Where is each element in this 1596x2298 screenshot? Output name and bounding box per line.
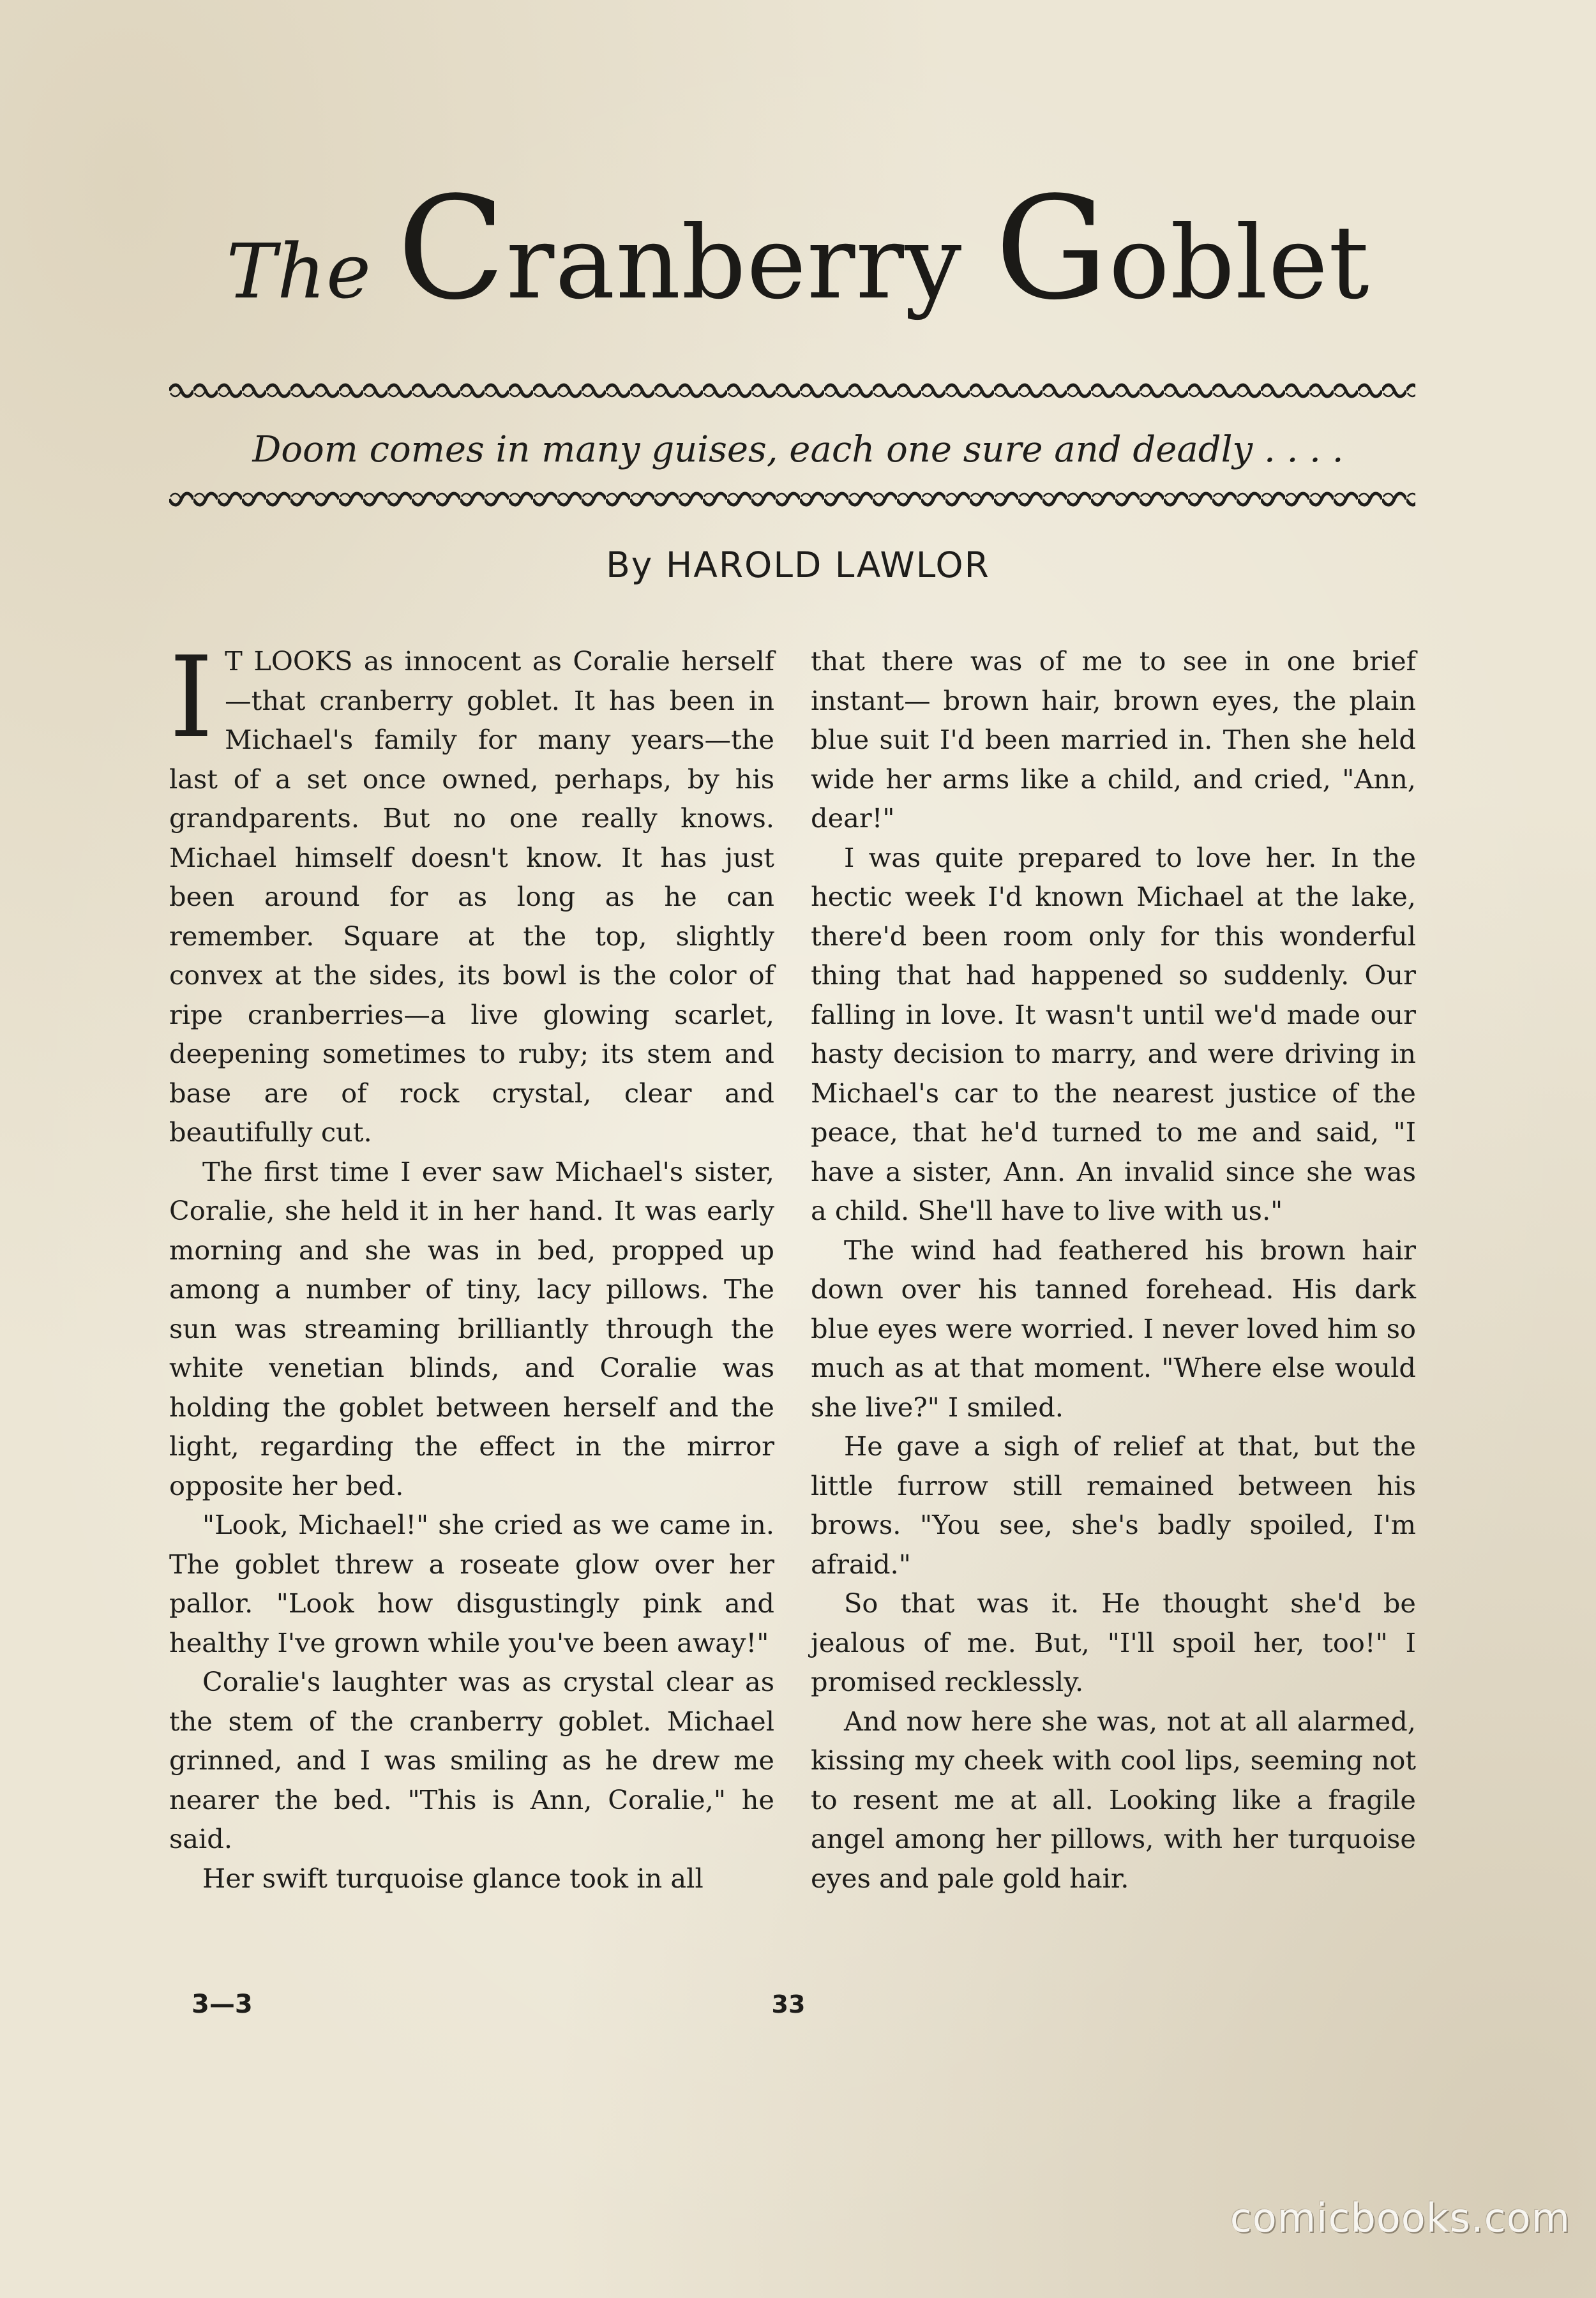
ornamental-rule-bottom <box>169 490 1415 508</box>
story-title <box>0 160 1596 338</box>
paragraph: "Look, Michael!" she cried as we came in. The goblet threw a roseate glow over her pallor. "Look how disgustingly pink and healthy I've grown while you've been away!" <box>169 1509 774 1658</box>
page-number: 33 <box>771 1990 806 2018</box>
tagline: Doom comes in many guises, each one sure and deadly . . . . <box>252 429 1344 470</box>
paragraph: So that was it. He thought she'd be jealous of me. But, "I'll spoil her, too!" I promised recklessly. <box>811 1588 1416 1697</box>
paragraph: that there was of me to see in one brief instant— brown hair, brown eyes, the plain blue suit I'd been married in. Then she held wide her arms like a child, and cried, "Ann, dear!" <box>811 645 1416 834</box>
paragraph: And now here she was, not at all alarmed, kissing my cheek with cool lips, seeming not to resent me at all. Looking like a fragile angel among her pillows, with her turquoise eyes and pale gold hair. <box>811 1705 1416 1894</box>
paragraph <box>169 633 774 1152</box>
title-initial-g: G <box>995 167 1109 331</box>
paragraph-text: as innocent as Coralie herself—that cranberry goblet. It has been in Michael's family for many years—the last of a set once owned, perhaps, by his grandparents. But no one really knows. Michael himself doesn't know. It has just been around for as long as he can remember. Square at the top, slightly convex at the sides, its bowl is the color of ripe cranberries—a live glowing scarlet, deepening sometimes to ruby; its stem and base are of rock crystal, clear and beautifully cut. <box>169 645 774 1148</box>
signature-mark: 3—3 <box>192 1990 253 2019</box>
author-byline: By HAROLD LAWLOR <box>606 544 990 585</box>
text-column-left <box>169 633 774 1898</box>
title-word-2: oblet <box>1108 204 1370 322</box>
paragraph: The first time I ever saw Michael's sister, Coralie, she held it in her hand. It was early morning and she was in bed, propped up among a number of tiny, lacy pillows. The sun was streaming brilliantly through the white venetian blinds, and Coralie was holding the goblet between herself and the light, regarding the effect in the mirror opposite her bed. <box>169 1155 774 1501</box>
paragraph: The wind had feathered his brown hair down over his tanned forehead. His dark blue eyes were worried. I never loved him so much as at that moment. "Where else would she live?" I smiled. <box>811 1234 1416 1423</box>
text-column-right <box>811 642 1416 1898</box>
title-the: The <box>226 227 372 315</box>
lead-in: T LOOKS <box>225 645 353 677</box>
title-initial-c: C <box>396 167 506 331</box>
paragraph: Her swift turquoise glance took in all <box>202 1862 704 1894</box>
title-word-1: ranberry <box>506 204 995 322</box>
watermark: comicbooks.com <box>1230 2195 1570 2241</box>
paragraph: He gave a sigh of relief at that, but the little furrow still remained between his brows. "You see, she's badly spoiled, I'm afraid." <box>811 1431 1416 1580</box>
paragraph: I was quite prepared to love her. In the hectic week I'd known Michael at the lake, there'd been room only for this wonderful thing that had happened so suddenly. Our falling in love. It wasn't until we'd made our hasty decision to marry, and were driving in Michael's car to the nearest justice of the peace, that he'd turned to me and said, "I have a sister, Ann. An invalid since she was a child. She'll have to live with us." <box>811 841 1416 1226</box>
drop-cap: I <box>169 633 214 763</box>
ornamental-rule-top <box>169 382 1415 400</box>
paragraph: Coralie's laughter was as crystal clear as the stem of the cranberry goblet. Michael grinned, and I was smiling as he drew me nearer the bed. "This is Ann, Coralie," he said. <box>169 1666 774 1854</box>
